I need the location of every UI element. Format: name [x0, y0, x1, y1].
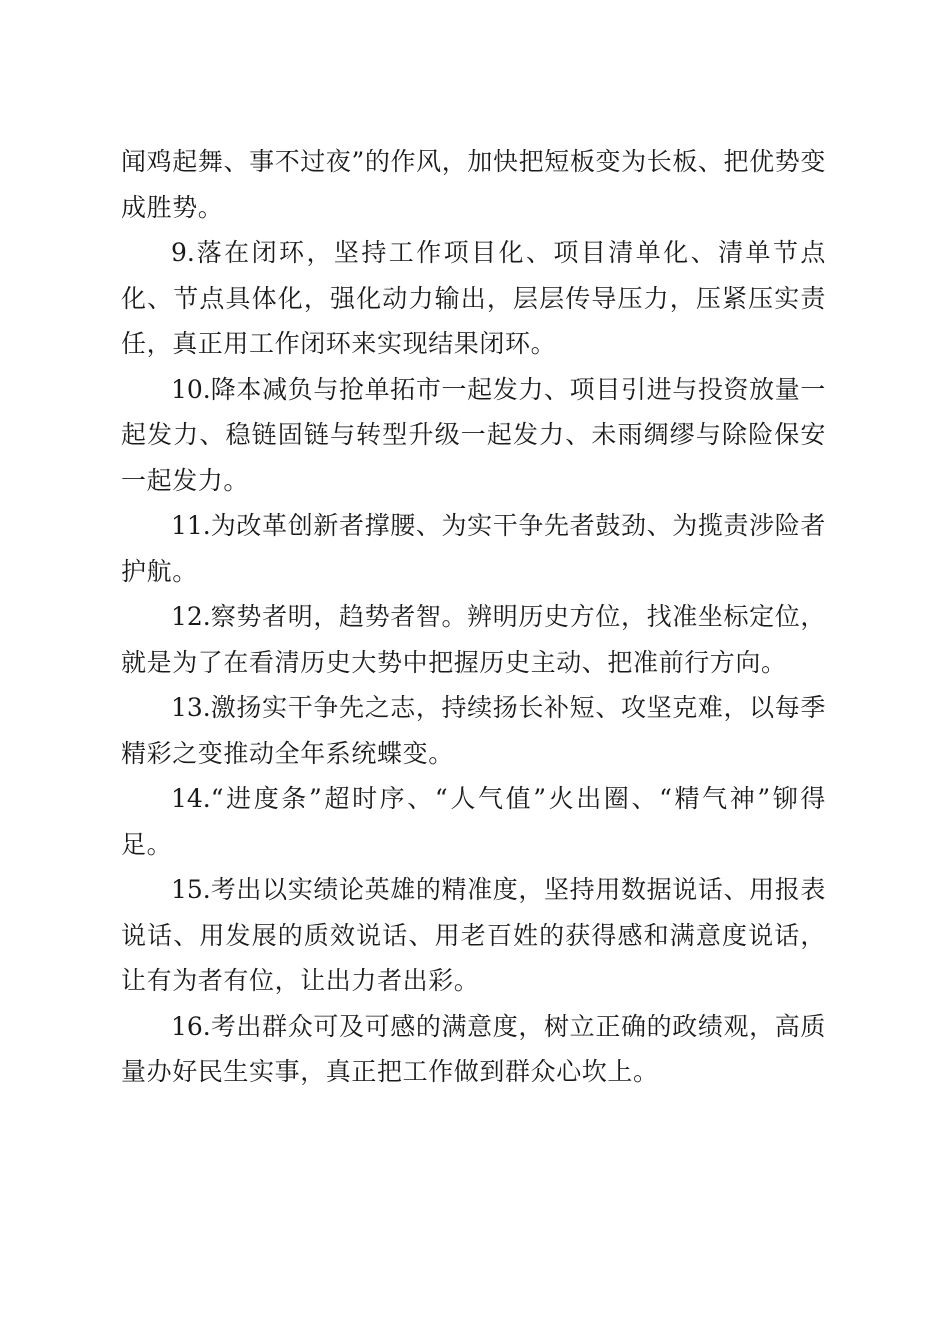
paragraph-item-13 — [121, 685, 826, 776]
item-number: 14. — [171, 784, 211, 813]
paragraph-text: 落在闭环，坚持工作项目化、项目清单化、清单节点化、节点具体化，强化动力输出，层层传导压力，压紧压实责任，真正用工作闭环来实现结果闭环。 — [121, 238, 826, 358]
paragraph-item-10 — [121, 367, 826, 504]
paragraph-text: 为改革创新者撑腰、为实干争先者鼓劲、为揽责涉险者护航。 — [121, 511, 826, 586]
item-number: 9. — [171, 238, 195, 267]
paragraph-item-9 — [121, 230, 826, 367]
item-number: 10. — [171, 374, 211, 404]
paragraph-text: “进度条”超时序、“人气值”火出圈、“精气神”铆得足。 — [121, 784, 826, 859]
paragraph-item-11 — [121, 503, 826, 594]
paragraph-text: 激扬实干争先之志，持续扬长补短、攻坚克难，以每季精彩之变推动全年系统蝶变。 — [121, 693, 826, 768]
paragraph-text: 考出以实绩论英雄的精准度，坚持用数据说话、用报表说话、用发展的质效说话、用老百姓的获得感和满意度说话，让有为者有位，让出力者出彩。 — [121, 875, 826, 995]
paragraph-text: 降本减负与抢单拓市一起发力、项目引进与投资放量一起发力、稳链固链与转型升级一起发力、未雨绸缪与除险保安一起发力。 — [121, 374, 826, 495]
paragraph-item-15 — [121, 867, 826, 1004]
paragraph-text: 察势者明，趋势者智。辨明历史方位，找准坐标定位，就是为了在看清历史大势中把握历史主动、把准前行方向。 — [121, 602, 826, 677]
item-number: 15. — [171, 875, 211, 904]
paragraph-item-12 — [121, 594, 826, 685]
paragraph-text: 闻鸡起舞、事不过夜”的作风，加快把短板变为长板、把优势变成胜势。 — [121, 147, 826, 222]
paragraph-item-16 — [121, 1004, 826, 1095]
item-number: 11. — [171, 511, 211, 540]
item-number: 13. — [171, 693, 211, 722]
item-number: 12. — [171, 602, 211, 631]
paragraph-text: 考出群众可及可感的满意度，树立正确的政绩观，高质量办好民生实事，真正把工作做到群众心坎上。 — [121, 1011, 826, 1086]
item-number: 16. — [171, 1011, 211, 1041]
document-body — [121, 139, 826, 1095]
paragraph-item-14 — [121, 776, 826, 867]
paragraph-continuation — [121, 139, 826, 230]
